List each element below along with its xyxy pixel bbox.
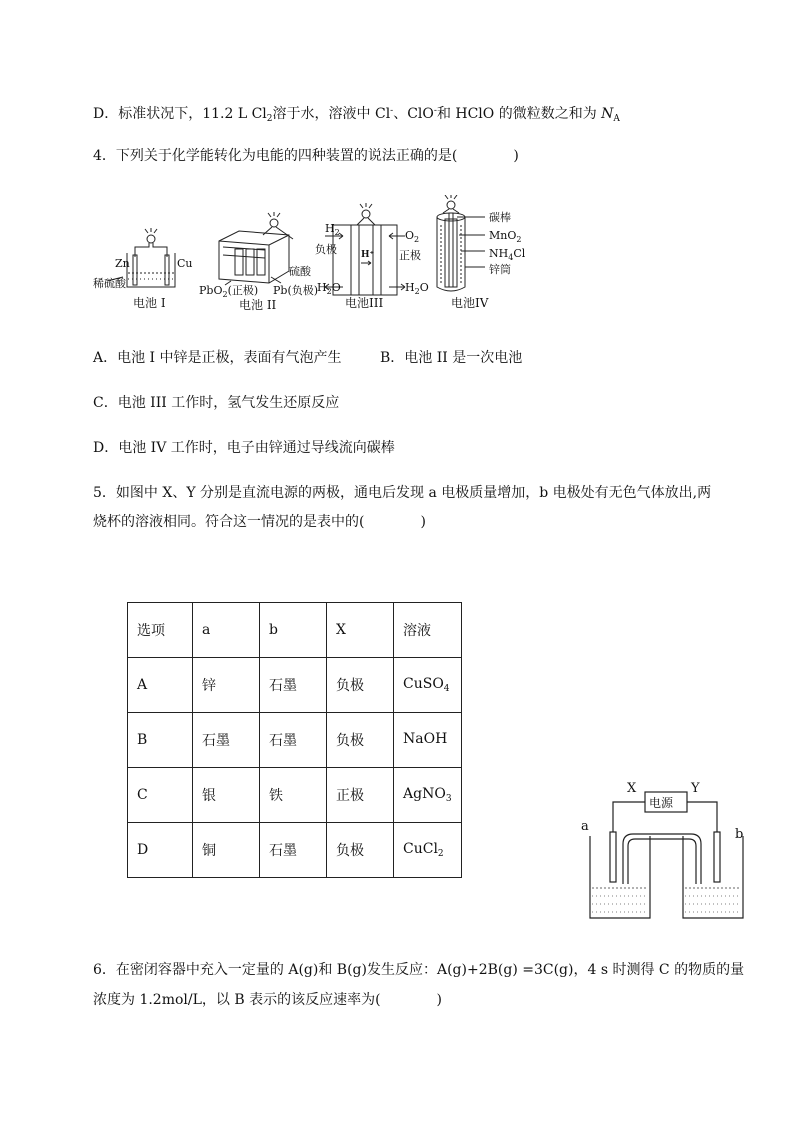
cell3-name: 电池III: [345, 296, 384, 310]
salt-bridge: [623, 834, 701, 884]
solution-dots: [592, 888, 741, 912]
table-cell: 银: [193, 768, 260, 823]
cell2-pb-label: Pb(负极): [273, 284, 319, 297]
q4-option-b: B．电池 II 是一次电池: [380, 350, 523, 366]
beaker-left: [590, 836, 650, 918]
table-row: [128, 768, 462, 823]
q4-battery-figures: [93, 195, 533, 315]
table-cell: C: [128, 768, 193, 823]
q3-d-text-c: 、ClO: [393, 106, 434, 122]
cell3-pos-label: 正极: [399, 249, 421, 262]
q3-d-text-b: 溶于水，溶液中 Cl: [272, 106, 391, 122]
cell3-neg-label: 负极: [315, 243, 337, 256]
cell4-zinc-label: 锌筒: [489, 263, 511, 276]
cell4-nh4cl-label: $NH_4Cl$: [489, 247, 526, 262]
a-label: a: [581, 819, 589, 834]
q6-line2: 浓度为 1.2mol/L，以 B 表示的该反应速率为( ): [93, 992, 443, 1008]
cell1-zn-label: Zn: [115, 257, 130, 270]
q4-stem: 4．下列关于化学能转化为电能的四种装置的说法正确的是( ): [93, 148, 519, 164]
table-row: [128, 823, 462, 878]
wire-x: [613, 802, 645, 832]
table-header-cell: b: [260, 603, 327, 658]
table-cell: 石墨: [260, 823, 327, 878]
table-cell: 负极: [327, 713, 394, 768]
cell2-diagram: [219, 212, 293, 285]
y-label: Y: [691, 781, 700, 796]
q5-stem-line2: 烧杯的溶液相同。符合这一情况的是表中的( ): [93, 514, 426, 530]
q3-d-text-d: 和 HClO 的微粒数之和为: [436, 106, 602, 122]
table-row: [128, 658, 462, 713]
cell2-name: 电池 II: [239, 298, 277, 312]
q4-option-c: C．电池 III 工作时，氢气发生还原反应: [93, 395, 340, 411]
q3-d-sub1: 2: [266, 114, 273, 124]
cell1-cu-label: Cu: [177, 257, 193, 270]
beaker-right: [683, 836, 743, 918]
table-cell: AgNO$_3$: [394, 768, 462, 823]
table-header-cell: a: [193, 603, 260, 658]
cell4-carbon-label: 碳棒: [489, 211, 511, 224]
table-cell: 铁: [260, 768, 327, 823]
cell3-h2o-left: $H_2O$: [317, 281, 341, 296]
table-header-cell: 选项: [128, 603, 193, 658]
x-label: X: [627, 781, 637, 796]
table-cell: 负极: [327, 658, 394, 713]
wire-y: [687, 802, 717, 832]
table-cell: 石墨: [193, 713, 260, 768]
cell2-pbo2-label: PbO$_2$(正极): [199, 284, 259, 299]
q3-d-sup2: -: [433, 106, 437, 116]
table-cell: 负极: [327, 823, 394, 878]
cell4-diagram: [437, 195, 485, 291]
cell1-acid-label: 稀硫酸: [93, 277, 126, 290]
q6-line1: 6．在密闭容器中充入一定量的 A(g)和 B(g)发生反应：A(g)+2B(g) =3C(g)，4 s 时测得 C 的物质的量: [93, 962, 745, 978]
q4-option-a: A．电池 I 中锌是正极，表面有气泡产生: [93, 350, 342, 366]
cell3-h2-label: $H_2$: [325, 222, 340, 237]
table-cell: 正极: [327, 768, 394, 823]
electrode-b: [714, 832, 720, 882]
table-cell: CuCl$_2$: [394, 823, 462, 878]
cell3-h2o-right: $H_2O$: [405, 281, 429, 296]
table-cell: B: [128, 713, 193, 768]
q3-d-sub2: A: [613, 114, 620, 124]
q5-electrolysis-figure: [575, 778, 755, 926]
table-header-cell: 溶液: [394, 603, 462, 658]
q5-options-table: [127, 602, 462, 878]
table-cell: CuSO$_4$: [394, 658, 462, 713]
q3-d-sup1: -: [390, 106, 394, 116]
table-row: [128, 713, 462, 768]
power-label: 电源: [649, 796, 674, 810]
table-header-row: [128, 603, 462, 658]
table-cell: NaOH: [394, 713, 462, 768]
cell3-hplus-label: H⁺: [361, 250, 375, 260]
q4-option-d: D．电池 IV 工作时，电子由锌通过导线流向碳棒: [93, 440, 395, 456]
table-cell: A: [128, 658, 193, 713]
q5-stem-line1: 5．如图中 X、Y 分别是直流电源的两极，通电后发现 a 电极质量增加，b 电极处有无色气体放出,两: [93, 485, 712, 501]
table-cell: 锌: [193, 658, 260, 713]
table-cell: D: [128, 823, 193, 878]
cell3-o2-label: $O_2$: [405, 229, 420, 244]
q3-d-text-a: D．标准状况下，11.2 L Cl: [93, 106, 267, 122]
b-label: b: [735, 827, 744, 842]
table-cell: 石墨: [260, 713, 327, 768]
cell4-name: 电池IV: [451, 296, 489, 310]
q3-d-na: N: [601, 106, 614, 122]
cell2-acid-label: 硫酸: [289, 265, 311, 278]
cell4-mno2-label: MnO$_2$: [489, 229, 522, 244]
table-cell: 铜: [193, 823, 260, 878]
table-header-cell: X: [327, 603, 394, 658]
table-cell: 石墨: [260, 658, 327, 713]
q3-option-d: [93, 101, 620, 129]
cell1-name: 电池 I: [133, 296, 166, 310]
electrode-a: [610, 832, 616, 882]
